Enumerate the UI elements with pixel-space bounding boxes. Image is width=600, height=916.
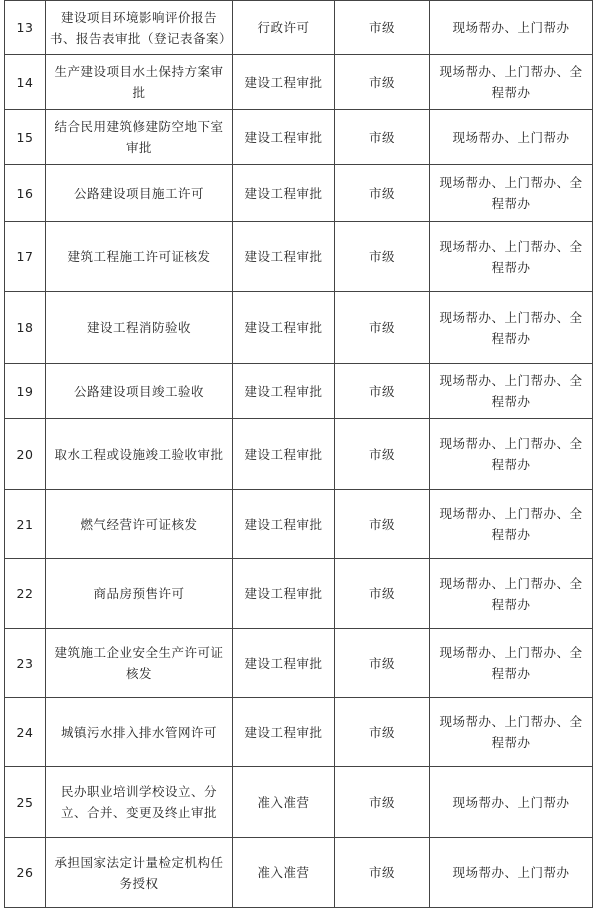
item-service: 现场帮办、上门帮办、全程帮办 bbox=[430, 629, 593, 698]
table-row bbox=[5, 55, 593, 110]
row-number: 22 bbox=[5, 559, 46, 629]
item-category: 建设工程审批 bbox=[233, 165, 335, 222]
item-name: 建设工程消防验收 bbox=[46, 292, 233, 364]
item-level: 市级 bbox=[335, 165, 430, 222]
item-category: 准入准营 bbox=[233, 767, 335, 838]
row-number: 18 bbox=[5, 292, 46, 364]
item-name: 建筑施工企业安全生产许可证核发 bbox=[46, 629, 233, 698]
table-row bbox=[5, 292, 593, 364]
table-row bbox=[5, 629, 593, 698]
item-category: 建设工程审批 bbox=[233, 698, 335, 767]
item-level: 市级 bbox=[335, 1, 430, 55]
table-row bbox=[5, 419, 593, 490]
item-category: 建设工程审批 bbox=[233, 490, 335, 559]
table-row bbox=[5, 490, 593, 559]
table-row bbox=[5, 1, 593, 55]
table-row bbox=[5, 222, 593, 292]
item-category: 建设工程审批 bbox=[233, 364, 335, 419]
item-service: 现场帮办、上门帮办 bbox=[430, 110, 593, 165]
item-name: 结合民用建筑修建防空地下室审批 bbox=[46, 110, 233, 165]
item-name: 承担国家法定计量检定机构任务授权 bbox=[46, 838, 233, 908]
item-service: 现场帮办、上门帮办、全程帮办 bbox=[430, 364, 593, 419]
item-category: 建设工程审批 bbox=[233, 292, 335, 364]
row-number: 14 bbox=[5, 55, 46, 110]
table-row bbox=[5, 838, 593, 908]
item-service: 现场帮办、上门帮办、全程帮办 bbox=[430, 55, 593, 110]
item-level: 市级 bbox=[335, 490, 430, 559]
item-level: 市级 bbox=[335, 838, 430, 908]
row-number: 23 bbox=[5, 629, 46, 698]
row-number: 19 bbox=[5, 364, 46, 419]
table-row bbox=[5, 559, 593, 629]
item-level: 市级 bbox=[335, 364, 430, 419]
item-category: 建设工程审批 bbox=[233, 222, 335, 292]
item-level: 市级 bbox=[335, 110, 430, 165]
row-number: 15 bbox=[5, 110, 46, 165]
item-name: 燃气经营许可证核发 bbox=[46, 490, 233, 559]
item-service: 现场帮办、上门帮办 bbox=[430, 1, 593, 55]
item-name: 公路建设项目施工许可 bbox=[46, 165, 233, 222]
item-level: 市级 bbox=[335, 55, 430, 110]
item-name: 商品房预售许可 bbox=[46, 559, 233, 629]
item-level: 市级 bbox=[335, 629, 430, 698]
item-category: 准入准营 bbox=[233, 838, 335, 908]
table-row bbox=[5, 165, 593, 222]
item-name: 生产建设项目水土保持方案审批 bbox=[46, 55, 233, 110]
approval-services-table bbox=[4, 0, 593, 908]
item-level: 市级 bbox=[335, 559, 430, 629]
item-service: 现场帮办、上门帮办、全程帮办 bbox=[430, 292, 593, 364]
item-level: 市级 bbox=[335, 767, 430, 838]
row-number: 20 bbox=[5, 419, 46, 490]
item-name: 公路建设项目竣工验收 bbox=[46, 364, 233, 419]
item-service: 现场帮办、上门帮办、全程帮办 bbox=[430, 419, 593, 490]
item-name: 民办职业培训学校设立、分立、合并、变更及终止审批 bbox=[46, 767, 233, 838]
row-number: 26 bbox=[5, 838, 46, 908]
item-name: 建设项目环境影响评价报告书、报告表审批（登记表备案） bbox=[46, 1, 233, 55]
row-number: 16 bbox=[5, 165, 46, 222]
row-number: 17 bbox=[5, 222, 46, 292]
item-category: 建设工程审批 bbox=[233, 55, 335, 110]
item-level: 市级 bbox=[335, 292, 430, 364]
table-row bbox=[5, 767, 593, 838]
table-row bbox=[5, 110, 593, 165]
item-category: 行政许可 bbox=[233, 1, 335, 55]
item-service: 现场帮办、上门帮办、全程帮办 bbox=[430, 490, 593, 559]
item-name: 城镇污水排入排水管网许可 bbox=[46, 698, 233, 767]
item-name: 取水工程或设施竣工验收审批 bbox=[46, 419, 233, 490]
item-service: 现场帮办、上门帮办、全程帮办 bbox=[430, 698, 593, 767]
item-service: 现场帮办、上门帮办 bbox=[430, 838, 593, 908]
item-category: 建设工程审批 bbox=[233, 419, 335, 490]
item-level: 市级 bbox=[335, 698, 430, 767]
row-number: 24 bbox=[5, 698, 46, 767]
table-row bbox=[5, 698, 593, 767]
item-level: 市级 bbox=[335, 222, 430, 292]
item-service: 现场帮办、上门帮办 bbox=[430, 767, 593, 838]
item-service: 现场帮办、上门帮办、全程帮办 bbox=[430, 559, 593, 629]
item-category: 建设工程审批 bbox=[233, 559, 335, 629]
row-number: 25 bbox=[5, 767, 46, 838]
item-category: 建设工程审批 bbox=[233, 629, 335, 698]
row-number: 13 bbox=[5, 1, 46, 55]
row-number: 21 bbox=[5, 490, 46, 559]
table-row bbox=[5, 364, 593, 419]
item-level: 市级 bbox=[335, 419, 430, 490]
item-service: 现场帮办、上门帮办、全程帮办 bbox=[430, 222, 593, 292]
item-name: 建筑工程施工许可证核发 bbox=[46, 222, 233, 292]
item-service: 现场帮办、上门帮办、全程帮办 bbox=[430, 165, 593, 222]
item-category: 建设工程审批 bbox=[233, 110, 335, 165]
